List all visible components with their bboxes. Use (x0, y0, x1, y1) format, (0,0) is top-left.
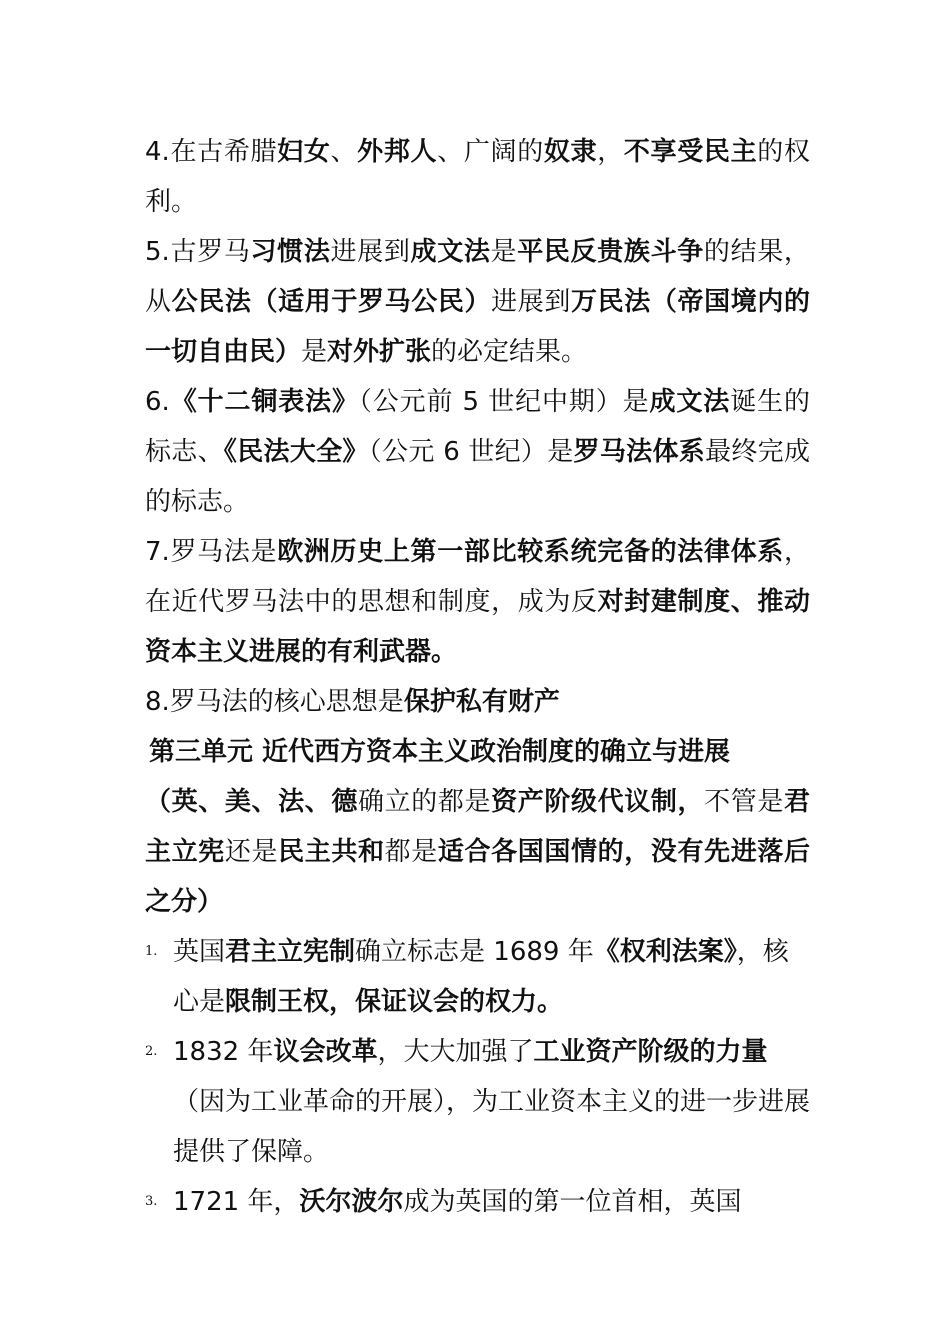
bold-text: 对封建制度、推动资本主义进展的有利武器。 (145, 587, 810, 667)
text: ，核心是 (173, 937, 789, 1017)
bold-text: 妇女 (277, 137, 331, 167)
text: 英国 (173, 937, 226, 967)
bold-text: 成文法 (410, 237, 491, 267)
text: 、广阔的 (437, 137, 544, 167)
text: 的必定结果。 (431, 337, 588, 367)
text: 6. (145, 387, 170, 417)
text: （公元前 5 世纪中期）是 (358, 387, 650, 417)
document-page (145, 127, 810, 1227)
section-title: 第三单元 近代西方资本主义政治制度的确立与进展 (149, 737, 731, 767)
bold-text: 限制王权，保证议会的权力。 (225, 987, 564, 1017)
text: 是 (490, 237, 518, 267)
text: 4.在古希腊 (145, 137, 278, 167)
text: （公元 6 世纪）是 (368, 437, 574, 467)
text: 7.罗马法是 (145, 537, 278, 567)
text: 还是 (224, 837, 279, 867)
bold-text: 君主立宪 (145, 787, 810, 867)
text: 最终完成的标志。 (145, 437, 810, 517)
text: 确立标志是 1689 年 (355, 937, 594, 967)
bold-text: 民主共和 (278, 837, 385, 867)
bold-text: 适合各国国情的，没有先进落后之分） (145, 837, 810, 917)
text: 诞生的标志、 (145, 387, 810, 467)
text: 1721 年， (173, 1187, 300, 1217)
paragraph-8 (145, 677, 810, 727)
text: 进展到 (491, 287, 571, 317)
text: 都是 (384, 837, 438, 867)
bold-text: 万民法（帝国境内的一切自由民） (145, 287, 810, 367)
bold-text: 君主立宪制 (225, 937, 356, 967)
bold-text: 不享受民主 (623, 137, 758, 167)
text: ，在近代罗马法中的思想和制度，成为反 (145, 537, 810, 617)
list-marker: 3. (145, 1194, 158, 1209)
bold-text: 习惯法 (250, 237, 331, 267)
bold-text: 外邦人 (357, 137, 438, 167)
text: 成为英国的第一位首相，英国 (403, 1187, 742, 1217)
text: 不管是 (704, 787, 784, 817)
list-item (145, 1177, 810, 1227)
text: 确立的都是 (357, 787, 492, 817)
bold-text: 欧洲历史上第一部比较系统完备的法律体系 (277, 537, 784, 567)
text: 、 (330, 137, 358, 167)
bold-text: 罗马法体系 (573, 437, 706, 467)
text: ， (597, 137, 624, 167)
text: ，大大加强了 (377, 1037, 534, 1067)
text: 的结果，从 (145, 237, 810, 317)
list-marker: 1. (145, 944, 158, 959)
text: 进展到 (330, 237, 411, 267)
bold-text: 保护私有财产 (403, 687, 560, 717)
text: 是 (301, 337, 328, 367)
text: 的权利。 (145, 137, 810, 217)
list-marker: 2. (145, 1044, 158, 1059)
bold-text: 沃尔波尔 (299, 1187, 404, 1217)
bold-text: 奴隶 (543, 137, 598, 167)
text: 1832 年 (173, 1037, 274, 1067)
paragraph-6 (145, 377, 810, 527)
bold-text: 对外扩张 (327, 337, 432, 367)
bold-text: 议会改革 (273, 1037, 378, 1067)
bold-text: 工业资产阶级的力量 (533, 1037, 768, 1067)
paragraph-4 (145, 127, 810, 227)
list-item (145, 927, 810, 1027)
bold-text: 平民反贵族斗争 (517, 237, 704, 267)
paragraph-7 (145, 527, 810, 677)
bold-text: 《十二铜表法》 (169, 387, 359, 417)
paragraph-5 (145, 227, 810, 377)
text: 5.古罗马 (145, 237, 251, 267)
text: （因为工业革命的开展），为工业资本主义的进一步进展提供了保障。 (173, 1087, 811, 1167)
bold-text: （英、美、法、德 (145, 787, 358, 817)
bold-text: 成文法 (649, 387, 731, 417)
bold-text: 资产阶级代议制， (491, 787, 705, 817)
text: 8.罗马法的核心思想是 (145, 687, 404, 717)
bold-text: 《民法大全》 (223, 437, 369, 467)
list-item (145, 1027, 810, 1177)
bold-text: 《权利法案》 (593, 937, 737, 967)
bold-text: 公民法（适用于罗马公民） (171, 287, 492, 317)
section-note (145, 777, 810, 927)
